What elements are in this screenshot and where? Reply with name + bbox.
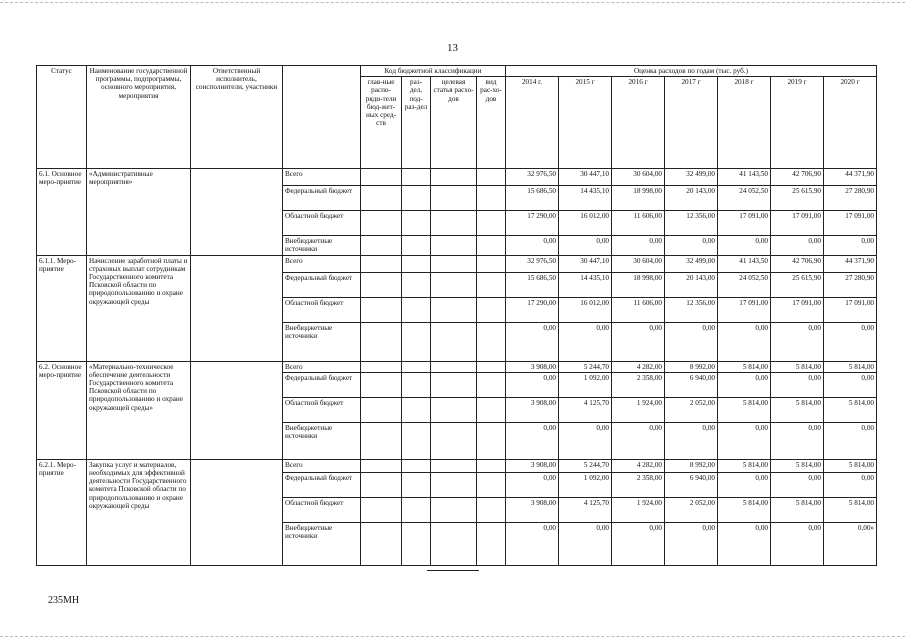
budget-code-cell xyxy=(402,422,431,459)
document-code: 235МН xyxy=(48,595,80,606)
amount-cell: 0,00 xyxy=(824,236,877,255)
amount-cell: 5 814,00 xyxy=(718,397,771,422)
budget-code-cell xyxy=(477,522,506,565)
funding-source-cell: Федеральный бюджет xyxy=(283,186,361,211)
amount-cell: 0,00» xyxy=(824,522,877,565)
amount-cell: 0,00 xyxy=(665,422,718,459)
budget-code-cell xyxy=(477,211,506,236)
table-header xyxy=(37,66,877,169)
amount-cell: 30 604,00 xyxy=(612,169,665,186)
amount-cell: 3 908,00 xyxy=(506,459,559,472)
budget-code-cell xyxy=(361,472,402,497)
amount-cell: 3 908,00 xyxy=(506,361,559,372)
budget-code-cell xyxy=(402,169,431,186)
amount-cell: 16 012,00 xyxy=(559,297,612,322)
budget-code-cell xyxy=(402,497,431,522)
budget-code-cell xyxy=(402,255,431,272)
amount-cell: 3 908,00 xyxy=(506,397,559,422)
amount-cell: 30 604,00 xyxy=(612,255,665,272)
budget-table xyxy=(36,65,877,566)
amount-cell: 11 606,00 xyxy=(612,211,665,236)
amount-cell: 5 814,00 xyxy=(771,397,824,422)
program-name-cell: Закупка услуг и материалов, необходимых для эффективной деятельности Государственного комитета Псковской области по природопользованию и охране окружающей среды xyxy=(87,459,191,565)
funding-source-cell: Областной бюджет xyxy=(283,297,361,322)
amount-cell: 0,00 xyxy=(506,236,559,255)
amount-cell: 0,00 xyxy=(771,472,824,497)
header-year: 2020 г xyxy=(824,77,877,169)
budget-code-cell xyxy=(477,236,506,255)
budget-code-cell xyxy=(431,211,477,236)
funding-source-cell: Всего xyxy=(283,361,361,372)
table-row xyxy=(37,169,877,186)
budget-code-cell xyxy=(402,459,431,472)
budget-code-cell xyxy=(402,272,431,297)
header-year: 2016 г xyxy=(612,77,665,169)
amount-cell: 0,00 xyxy=(665,322,718,361)
budget-code-cell xyxy=(431,255,477,272)
amount-cell: 4 282,00 xyxy=(612,459,665,472)
budget-code-cell xyxy=(431,236,477,255)
program-name-cell: Начисление заработной платы и страховых выплат сотрудникам Государственного комитета Псковской области по природопользованию и охране окружающей среды xyxy=(87,255,191,361)
amount-cell: 0,00 xyxy=(612,522,665,565)
amount-cell: 17 091,00 xyxy=(771,211,824,236)
header-year: 2015 г xyxy=(559,77,612,169)
amount-cell: 0,00 xyxy=(718,322,771,361)
budget-code-cell xyxy=(402,472,431,497)
amount-cell: 5 814,00 xyxy=(824,397,877,422)
amount-cell: 5 244,70 xyxy=(559,361,612,372)
amount-cell: 6 940,00 xyxy=(665,372,718,397)
amount-cell: 2 358,00 xyxy=(612,372,665,397)
amount-cell: 0,00 xyxy=(612,236,665,255)
amount-cell: 0,00 xyxy=(824,422,877,459)
table-row xyxy=(37,459,877,472)
budget-code-cell xyxy=(361,272,402,297)
header-year: 2019 г xyxy=(771,77,824,169)
funding-source-cell: Внебюджетные источники xyxy=(283,236,361,255)
header-executor: Ответственный исполнитель, соисполнители, участники xyxy=(191,66,283,169)
budget-code-cell xyxy=(361,186,402,211)
funding-source-cell: Внебюджетные источники xyxy=(283,422,361,459)
amount-cell: 14 435,10 xyxy=(559,272,612,297)
amount-cell: 41 143,50 xyxy=(718,169,771,186)
amount-cell: 0,00 xyxy=(718,372,771,397)
amount-cell: 27 280,90 xyxy=(824,272,877,297)
amount-cell: 5 814,00 xyxy=(824,459,877,472)
budget-code-cell xyxy=(477,472,506,497)
budget-code-cell xyxy=(477,272,506,297)
budget-code-cell xyxy=(431,297,477,322)
header-code-main-manager: глав-ные распо-ряди-тели бюд-жет-ных сред-ств xyxy=(361,77,402,169)
amount-cell: 24 052,50 xyxy=(718,272,771,297)
amount-cell: 17 091,00 xyxy=(771,297,824,322)
header-code-target: целевая статья расхо-дов xyxy=(431,77,477,169)
amount-cell: 0,00 xyxy=(506,322,559,361)
amount-cell: 0,00 xyxy=(771,236,824,255)
amount-cell: 0,00 xyxy=(559,522,612,565)
status-cell: 6.1. Основное меро-приятие xyxy=(37,169,87,255)
amount-cell: 8 992,00 xyxy=(665,361,718,372)
amount-cell: 0,00 xyxy=(718,422,771,459)
budget-code-cell xyxy=(402,211,431,236)
amount-cell: 4 125,70 xyxy=(559,497,612,522)
amount-cell: 5 814,00 xyxy=(771,497,824,522)
header-code-section: раз-дел, под-раз-дел xyxy=(402,77,431,169)
amount-cell: 1 924,00 xyxy=(612,397,665,422)
amount-cell: 25 615,90 xyxy=(771,272,824,297)
budget-code-cell xyxy=(361,169,402,186)
amount-cell: 18 998,00 xyxy=(612,272,665,297)
budget-code-cell xyxy=(361,522,402,565)
header-year: 2017 г xyxy=(665,77,718,169)
budget-code-cell xyxy=(402,322,431,361)
page-number: 13 xyxy=(447,42,458,54)
amount-cell: 0,00 xyxy=(559,236,612,255)
budget-code-cell xyxy=(361,211,402,236)
amount-cell: 2 052,00 xyxy=(665,397,718,422)
amount-cell: 5 814,00 xyxy=(718,497,771,522)
amount-cell: 0,00 xyxy=(506,422,559,459)
amount-cell: 5 814,00 xyxy=(718,459,771,472)
budget-code-cell xyxy=(361,255,402,272)
amount-cell: 5 814,00 xyxy=(824,497,877,522)
funding-source-cell: Внебюджетные источники xyxy=(283,522,361,565)
funding-source-cell: Всего xyxy=(283,169,361,186)
amount-cell: 32 499,00 xyxy=(665,255,718,272)
amount-cell: 0,00 xyxy=(718,236,771,255)
budget-code-cell xyxy=(402,372,431,397)
amount-cell: 42 706,90 xyxy=(771,169,824,186)
amount-cell: 0,00 xyxy=(665,522,718,565)
header-status: Статус xyxy=(37,66,87,169)
amount-cell: 14 435,10 xyxy=(559,186,612,211)
amount-cell: 30 447,10 xyxy=(559,169,612,186)
status-cell: 6.2.1. Меро-приятие xyxy=(37,459,87,565)
executor-cell xyxy=(191,459,283,565)
amount-cell: 0,00 xyxy=(771,372,824,397)
budget-code-cell xyxy=(402,361,431,372)
amount-cell: 12 356,00 xyxy=(665,211,718,236)
budget-code-cell xyxy=(477,361,506,372)
budget-code-cell xyxy=(402,297,431,322)
budget-code-cell xyxy=(361,497,402,522)
amount-cell: 0,00 xyxy=(771,522,824,565)
program-name-cell: «Административные мероприятия» xyxy=(87,169,191,255)
amount-cell: 0,00 xyxy=(771,422,824,459)
budget-code-cell xyxy=(431,522,477,565)
amount-cell: 24 052,50 xyxy=(718,186,771,211)
budget-code-cell xyxy=(431,397,477,422)
budget-code-cell xyxy=(402,186,431,211)
amount-cell: 16 012,00 xyxy=(559,211,612,236)
amount-cell: 42 706,90 xyxy=(771,255,824,272)
header-source-blank xyxy=(283,66,361,169)
amount-cell: 0,00 xyxy=(718,522,771,565)
header-year: 2018 г xyxy=(718,77,771,169)
funding-source-cell: Областной бюджет xyxy=(283,497,361,522)
funding-source-cell: Федеральный бюджет xyxy=(283,372,361,397)
scan-edge-bottom xyxy=(0,636,905,637)
table-row xyxy=(37,255,877,272)
executor-cell xyxy=(191,255,283,361)
budget-code-cell xyxy=(402,522,431,565)
amount-cell: 0,00 xyxy=(506,472,559,497)
budget-code-cell xyxy=(361,397,402,422)
amount-cell: 0,00 xyxy=(824,472,877,497)
amount-cell: 18 998,00 xyxy=(612,186,665,211)
header-name: Наименование государственной программы, подпрограммы, основного мероприятия, мероприятия xyxy=(87,66,191,169)
header-estimate: Оценка расходов по годам (тыс. руб.) xyxy=(506,66,877,77)
amount-cell: 6 940,00 xyxy=(665,472,718,497)
funding-source-cell: Федеральный бюджет xyxy=(283,472,361,497)
budget-code-cell xyxy=(361,361,402,372)
amount-cell: 0,00 xyxy=(824,322,877,361)
funding-source-cell: Всего xyxy=(283,459,361,472)
budget-code-cell xyxy=(431,272,477,297)
budget-code-cell xyxy=(477,186,506,211)
amount-cell: 17 290,00 xyxy=(506,297,559,322)
amount-cell: 0,00 xyxy=(612,422,665,459)
program-name-cell: «Материально-техническое обеспечение деятельности Государственного комитета Псковской области по природопользованию и охране окружающей среды» xyxy=(87,361,191,459)
amount-cell: 2 358,00 xyxy=(612,472,665,497)
amount-cell: 5 814,00 xyxy=(771,361,824,372)
amount-cell: 0,00 xyxy=(559,322,612,361)
funding-source-cell: Федеральный бюджет xyxy=(283,272,361,297)
amount-cell: 25 615,90 xyxy=(771,186,824,211)
amount-cell: 8 992,00 xyxy=(665,459,718,472)
budget-code-cell xyxy=(431,169,477,186)
amount-cell: 27 280,90 xyxy=(824,186,877,211)
header-code-type: вид рас-хо-дов xyxy=(477,77,506,169)
amount-cell: 11 606,00 xyxy=(612,297,665,322)
amount-cell: 5 814,00 xyxy=(771,459,824,472)
amount-cell: 3 908,00 xyxy=(506,497,559,522)
budget-code-cell xyxy=(477,372,506,397)
amount-cell: 44 371,90 xyxy=(824,255,877,272)
budget-code-cell xyxy=(361,297,402,322)
budget-code-cell xyxy=(361,459,402,472)
amount-cell: 20 143,00 xyxy=(665,272,718,297)
budget-code-cell xyxy=(431,459,477,472)
amount-cell: 4 282,00 xyxy=(612,361,665,372)
budget-code-cell xyxy=(431,422,477,459)
budget-code-cell xyxy=(477,322,506,361)
budget-code-cell xyxy=(402,236,431,255)
amount-cell: 12 356,00 xyxy=(665,297,718,322)
amount-cell: 5 814,00 xyxy=(824,361,877,372)
funding-source-cell: Всего xyxy=(283,255,361,272)
executor-cell xyxy=(191,169,283,255)
budget-code-cell xyxy=(477,459,506,472)
budget-code-cell xyxy=(431,322,477,361)
budget-code-cell xyxy=(431,361,477,372)
amount-cell: 32 499,00 xyxy=(665,169,718,186)
budget-code-cell xyxy=(361,372,402,397)
amount-cell: 5 244,70 xyxy=(559,459,612,472)
funding-source-cell: Областной бюджет xyxy=(283,397,361,422)
amount-cell: 17 091,00 xyxy=(824,211,877,236)
status-cell: 6.1.1. Меро-приятие xyxy=(37,255,87,361)
status-cell: 6.2. Основное меро-приятие xyxy=(37,361,87,459)
amount-cell: 5 814,00 xyxy=(718,361,771,372)
budget-code-cell xyxy=(431,472,477,497)
amount-cell: 2 052,00 xyxy=(665,497,718,522)
amount-cell: 0,00 xyxy=(771,322,824,361)
table-body xyxy=(37,169,877,566)
funding-source-cell: Внебюджетные источники xyxy=(283,322,361,361)
amount-cell: 17 290,00 xyxy=(506,211,559,236)
budget-code-cell xyxy=(361,322,402,361)
amount-cell: 0,00 xyxy=(506,522,559,565)
amount-cell: 30 447,10 xyxy=(559,255,612,272)
amount-cell: 32 976,50 xyxy=(506,255,559,272)
executor-cell xyxy=(191,361,283,459)
amount-cell: 0,00 xyxy=(559,422,612,459)
amount-cell: 0,00 xyxy=(506,372,559,397)
signature-line xyxy=(427,570,479,571)
budget-code-cell xyxy=(361,422,402,459)
budget-code-cell xyxy=(477,255,506,272)
amount-cell: 44 371,90 xyxy=(824,169,877,186)
budget-code-cell xyxy=(477,497,506,522)
amount-cell: 1 092,00 xyxy=(559,472,612,497)
budget-code-cell xyxy=(477,422,506,459)
amount-cell: 32 976,50 xyxy=(506,169,559,186)
amount-cell: 0,00 xyxy=(718,472,771,497)
budget-code-cell xyxy=(431,372,477,397)
budget-code-cell xyxy=(477,397,506,422)
amount-cell: 17 091,00 xyxy=(824,297,877,322)
budget-code-cell xyxy=(431,497,477,522)
amount-cell: 1 092,00 xyxy=(559,372,612,397)
budget-code-cell xyxy=(477,297,506,322)
budget-code-cell xyxy=(361,236,402,255)
table-row xyxy=(37,361,877,372)
scan-edge-top xyxy=(0,2,905,3)
amount-cell: 4 125,70 xyxy=(559,397,612,422)
budget-code-cell xyxy=(477,169,506,186)
amount-cell: 0,00 xyxy=(612,322,665,361)
amount-cell: 41 143,50 xyxy=(718,255,771,272)
amount-cell: 0,00 xyxy=(665,236,718,255)
header-budget-code: Код бюджетной классификации xyxy=(361,66,506,77)
amount-cell: 1 924,00 xyxy=(612,497,665,522)
amount-cell: 17 091,00 xyxy=(718,211,771,236)
amount-cell: 17 091,00 xyxy=(718,297,771,322)
funding-source-cell: Областной бюджет xyxy=(283,211,361,236)
budget-code-cell xyxy=(402,397,431,422)
amount-cell: 20 143,00 xyxy=(665,186,718,211)
header-year: 2014 г. xyxy=(506,77,559,169)
amount-cell: 0,00 xyxy=(824,372,877,397)
amount-cell: 15 686,50 xyxy=(506,186,559,211)
amount-cell: 15 686,50 xyxy=(506,272,559,297)
budget-code-cell xyxy=(431,186,477,211)
